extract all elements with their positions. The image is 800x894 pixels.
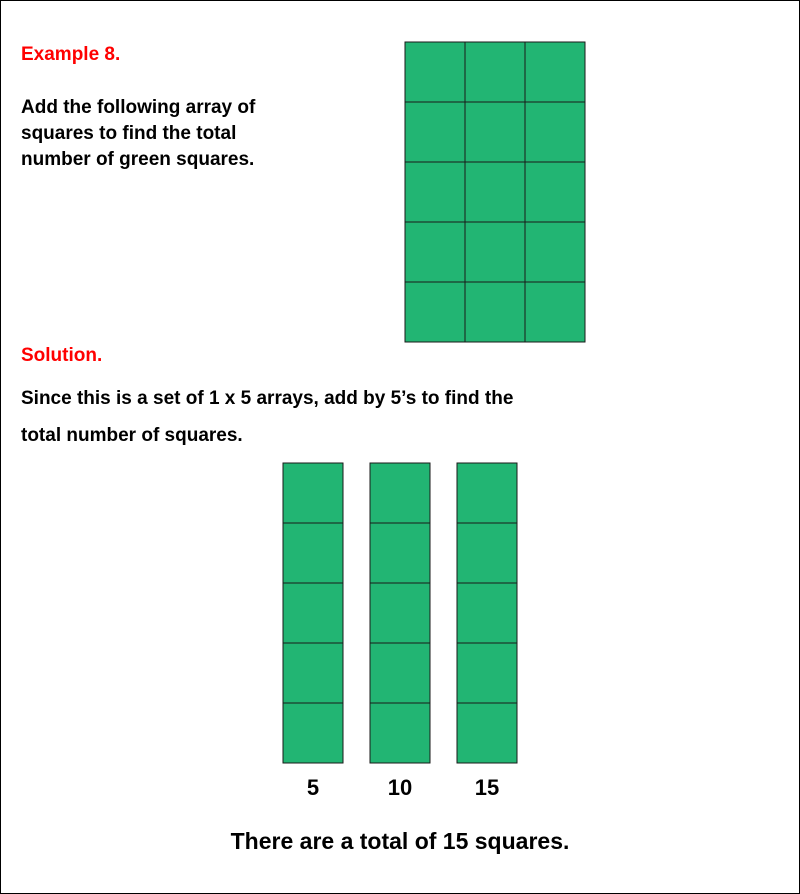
array-square bbox=[525, 42, 585, 102]
prompt-line: Add the following array of bbox=[21, 97, 256, 118]
column-square bbox=[457, 463, 517, 523]
column-square bbox=[370, 583, 430, 643]
column-square bbox=[370, 463, 430, 523]
column-square bbox=[370, 523, 430, 583]
array-square bbox=[405, 162, 465, 222]
column-square bbox=[283, 583, 343, 643]
column-square bbox=[457, 583, 517, 643]
array-square bbox=[405, 102, 465, 162]
column-square bbox=[370, 643, 430, 703]
array-square bbox=[405, 222, 465, 282]
array-square bbox=[465, 222, 525, 282]
array-square bbox=[405, 282, 465, 342]
column-label: 5 bbox=[306, 775, 320, 800]
solution-line: Since this is a set of 1 x 5 arrays, add by 5’s to find the bbox=[21, 388, 514, 409]
array-square bbox=[465, 42, 525, 102]
array-square bbox=[465, 162, 525, 222]
column-square bbox=[283, 703, 343, 763]
column-square bbox=[457, 703, 517, 763]
array-square bbox=[405, 42, 465, 102]
array-square bbox=[465, 102, 525, 162]
array-square bbox=[525, 162, 585, 222]
prompt-line: number of green squares. bbox=[21, 149, 255, 170]
column-square bbox=[283, 643, 343, 703]
array-square bbox=[525, 222, 585, 282]
column-label: 15 bbox=[474, 775, 500, 800]
column-square bbox=[457, 643, 517, 703]
column-square bbox=[283, 523, 343, 583]
column-square bbox=[283, 463, 343, 523]
example-title: Example 8. bbox=[21, 44, 121, 65]
column-square bbox=[370, 703, 430, 763]
column-label: 10 bbox=[387, 775, 413, 800]
solution-title: Solution. bbox=[21, 345, 103, 366]
prompt-line: squares to find the total bbox=[21, 123, 237, 144]
array-square bbox=[525, 282, 585, 342]
conclusion: There are a total of 15 squares. bbox=[230, 828, 570, 854]
column-square bbox=[457, 523, 517, 583]
array-square bbox=[525, 102, 585, 162]
array-square bbox=[465, 282, 525, 342]
solution-line: total number of squares. bbox=[21, 425, 243, 446]
